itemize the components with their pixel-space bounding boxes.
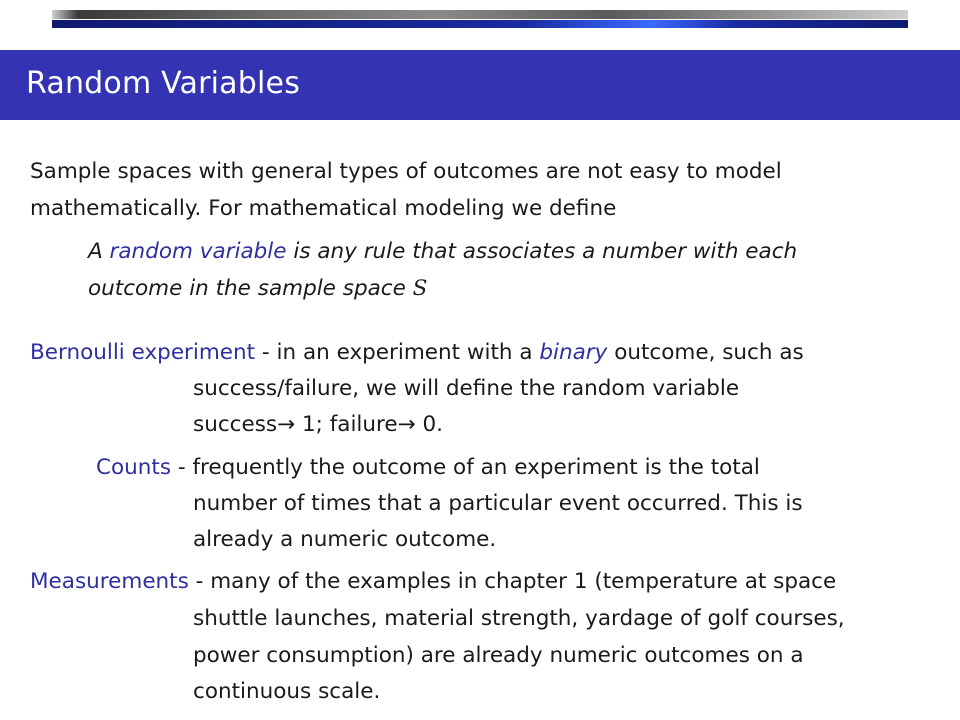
counts-line-2: number of times that a particular event occurred. This is — [193, 491, 803, 516]
sample-space-symbol: S — [412, 276, 428, 301]
definition-text: outcome in the sample space — [88, 276, 413, 301]
bernoulli-line-2: success/failure, we will define the random variable — [193, 376, 740, 401]
bernoulli-line-3: success→ 1; failure→ 0. — [193, 412, 443, 437]
measurements-line-3: power consumption) are already numeric outcomes on a — [193, 643, 804, 668]
counts-term: Counts — [96, 455, 172, 480]
intro-line-1: Sample spaces with general types of outcomes are not easy to model — [30, 159, 782, 184]
counts-line-3: already a numeric outcome. — [193, 527, 497, 552]
measurements-line-4: continuous scale. — [193, 679, 381, 704]
definition-line-1 — [88, 241, 797, 263]
intro-line-2: mathematically. For mathematical modeling we define — [30, 196, 617, 221]
definition-term: random variable — [109, 239, 287, 264]
counts-line-1 — [96, 457, 760, 479]
measurements-text: - many of the examples in chapter 1 (temperature at space — [188, 569, 837, 594]
measurements-line-2: shuttle launches, material strength, yardage of golf courses, — [193, 606, 845, 631]
definition-rest: is any rule that associates a number with each — [286, 239, 798, 264]
bernoulli-text-b: outcome, such as — [607, 340, 804, 365]
bernoulli-term: Bernoulli experiment — [30, 340, 256, 365]
definition-prefix: A — [88, 239, 110, 264]
page-title: Random Variables — [26, 66, 301, 101]
bernoulli-text-a: - in an experiment with a — [255, 340, 540, 365]
bernoulli-line-1 — [30, 342, 804, 364]
definition-line-2 — [88, 278, 427, 300]
counts-text: - frequently the outcome of an experiment is the total — [171, 455, 760, 480]
measurements-term: Measurements — [30, 569, 189, 594]
binary-emphasis: binary — [539, 340, 608, 365]
measurements-line-1 — [30, 571, 836, 593]
